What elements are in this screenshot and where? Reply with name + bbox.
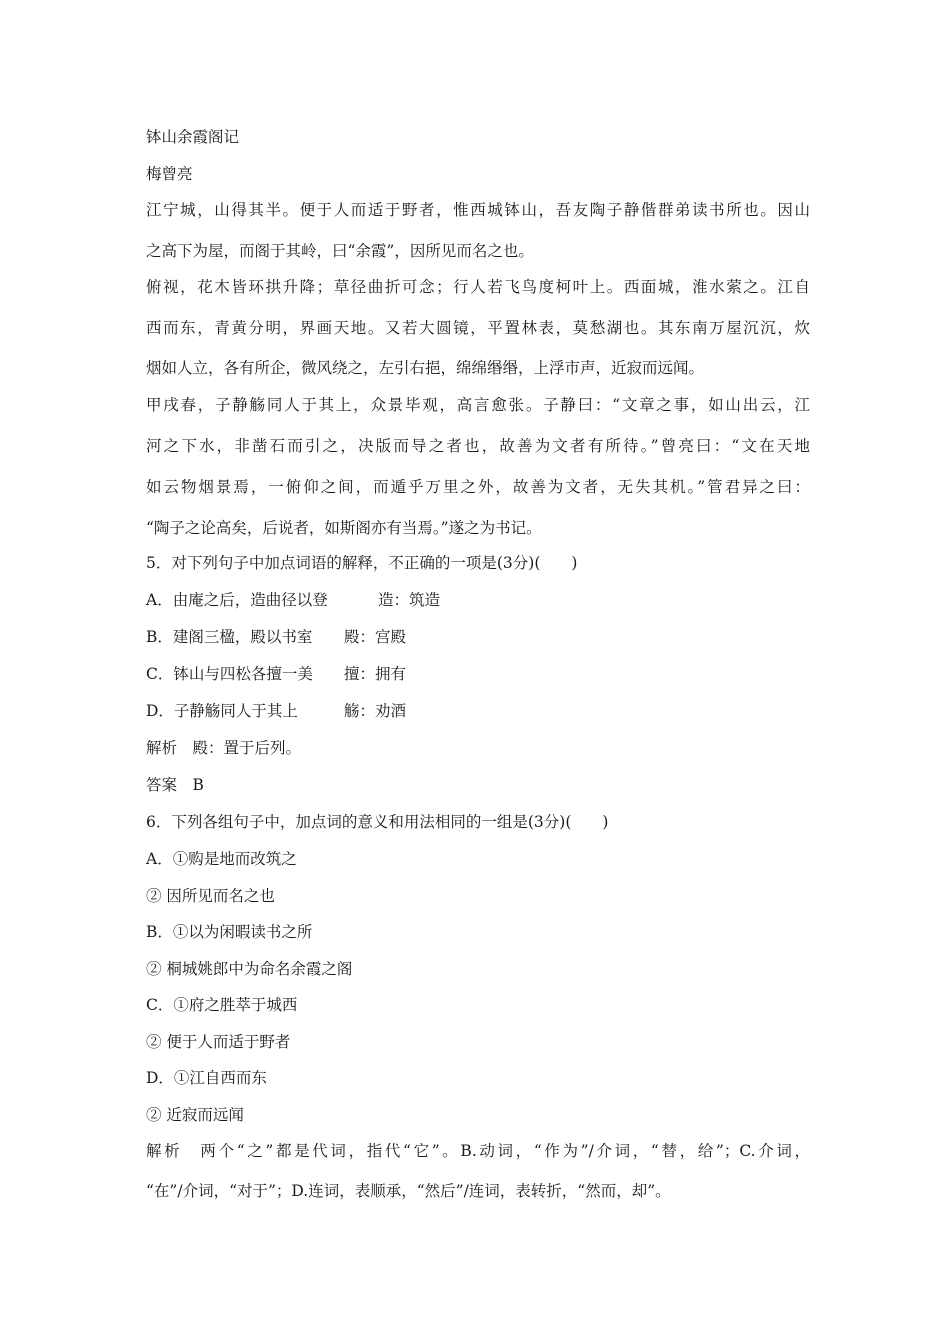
passage-line: 甲戌春，子静觞同人于其上，众景毕观，高言愈张。子静曰：“文章之事，如山出云，江 [146, 396, 810, 414]
option-sentence: D．子静觞同人于其上 [146, 702, 298, 720]
option-sentence: B．建阁三楹，殿以书室 [146, 628, 313, 646]
passage-line: 西而东，青黄分明，界画天地。又若大圆镜，平置林表，莫愁湖也。其东南万屋沉沉，炊 [146, 319, 810, 337]
passage-line: 俯视，花木皆环拱升降；草径曲折可念；行人若飞鸟度柯叶上。西面城，淮水萦之。江自 [146, 278, 810, 296]
question-5-stem: 5．对下列句子中加点词语的解释，不正确的一项是(3分)( ) [146, 554, 578, 572]
passage-author: 梅曾亮 [146, 165, 193, 183]
question-6-option-line: ② 近寂而远闻 [146, 1106, 244, 1124]
option-gloss: 擅：拥有 [344, 665, 407, 683]
question-5-option-c [146, 664, 810, 684]
question-5-answer: 答案 B [146, 776, 204, 794]
question-5-analysis: 解析 殿：置于后列。 [146, 739, 302, 757]
question-6-option-line: B．①以为闲暇读书之所 [146, 923, 313, 941]
document-page [146, 0, 810, 1344]
question-6-analysis-line: “在”/介词，“对于”；D.连词，表顺承，“然后”/连词，表转折，“然而，却”。 [146, 1182, 671, 1200]
question-5-option-d [146, 701, 810, 721]
question-6-stem: 6．下列各组句子中，加点词的意义和用法相同的一组是(3分)( ) [146, 813, 609, 831]
question-5-option-a [146, 590, 810, 610]
question-6-option-line: ② 便于人而适于野者 [146, 1033, 291, 1051]
passage-line: 之高下为屋，而阁于其岭，曰“余霞”，因所见而名之也。 [146, 242, 534, 260]
option-gloss: 觞：劝酒 [344, 702, 407, 720]
question-6-option-line: D．①江自西而东 [146, 1069, 267, 1087]
passage-line: 烟如人立，各有所企，微风绕之，左引右挹，绵绵缗缗，上浮市声，近寂而远闻。 [146, 359, 705, 377]
passage-title: 钵山余霞阁记 [146, 128, 240, 146]
option-sentence: A．由庵之后，造曲径以登 [146, 591, 328, 609]
passage-line: 江宁城，山得其半。便于人而适于野者，惟西城钵山，吾友陶子静偕群弟读书所也。因山 [146, 201, 810, 219]
option-gloss: 殿：宫殿 [344, 628, 407, 646]
question-6-option-line: C．①府之胜萃于城西 [146, 996, 298, 1014]
passage-line: 河之下水，非凿石而引之，决版而导之者也，故善为文者有所待。”曾亮曰：“文在天地 [146, 437, 810, 455]
option-gloss: 造：筑造 [378, 591, 441, 609]
question-5-option-b [146, 627, 810, 647]
question-6-analysis-line: 解析 两个“之”都是代词，指代“它”。B.动词，“作为”/介词，“替，给”；C.介词， [146, 1142, 810, 1160]
passage-line: “陶子之论高矣，后说者，如斯阁亦有当焉。”遂之为书记。 [146, 519, 542, 537]
question-6-option-line: ② 因所见而名之也 [146, 887, 275, 905]
question-6-option-line: A．①购是地而改筑之 [146, 850, 297, 868]
option-sentence: C．钵山与四松各擅一美 [146, 665, 313, 683]
passage-line: 如云物烟景焉，一俯仰之间，而遁乎万里之外，故善为文者，无失其机。”管君异之曰： [146, 478, 810, 496]
question-6-option-line: ② 桐城姚郎中为命名余霞之阁 [146, 960, 353, 978]
